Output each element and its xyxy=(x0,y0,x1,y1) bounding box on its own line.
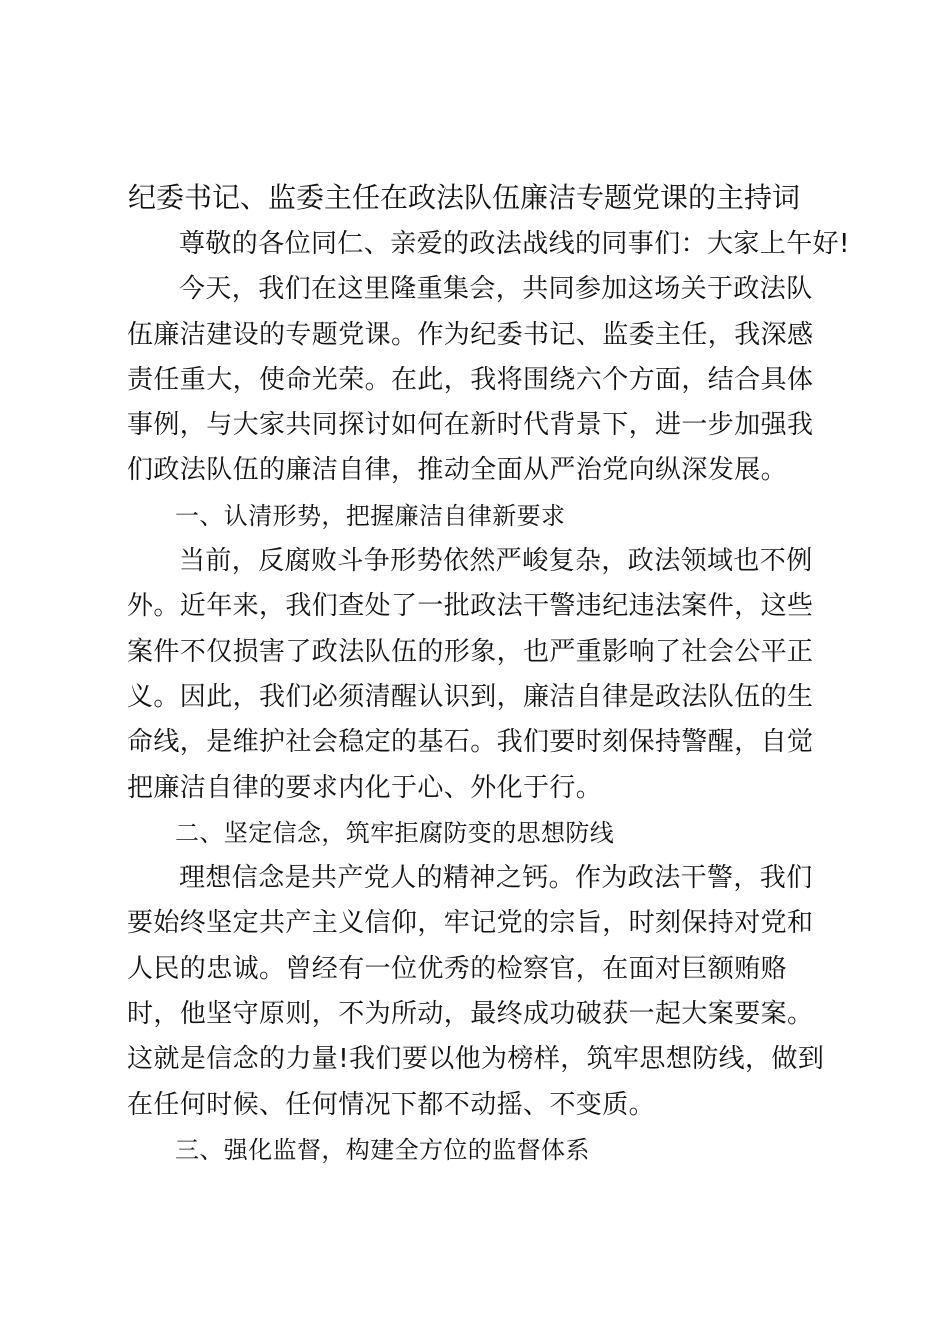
section-heading-3: 三、强化监督，构建全方位的监督体系 xyxy=(175,1135,590,1164)
intro-paragraph: 今天，我们在这里隆重集会，共同参加这场关于政法队伍廉洁建设的专题党课。作为纪委书记、监委主任，我深感责任重大，使命光荣。在此，我将围绕六个方面，结合具体事例，与大家共同探讨如何在新时代背景下，进一步加强我们政法队伍的廉洁自律，推动全面从严治党向纵深发展。 xyxy=(127,274,814,486)
document-body xyxy=(127,222,850,1173)
section-heading-2: 二、坚定信念，筑牢拒腐防变的思想防线 xyxy=(175,818,615,847)
section-paragraph-1: 当前，反腐败斗争形势依然严峻复杂，政法领域也不例外。近年来，我们查处了一批政法干警违纪违法案件，这些案件不仅损害了政法队伍的形象，也严重影响了社会公平正义。因此，我们必须清醒认识到，廉洁自律是政法队伍的生命线，是维护社会稳定的基石。我们要时刻保持警醒，自觉把廉洁自律的要求内化于心、外化于行。 xyxy=(127,546,814,803)
section-heading-1: 一、认清形势，把握廉洁自律新要求 xyxy=(175,501,566,530)
section-paragraph-2: 理想信念是共产党人的精神之钙。作为政法干警，我们要始终坚定共产主义信仰，牢记党的宗旨，时刻保持对党和人民的忠诚。曾经有一位优秀的检察官，在面对巨额贿赂时，他坚守原则，不为所动，最终成功破获一起大案要案。这就是信念的力量!我们要以他为榜样，筑牢思想防线，做到在任何时候、任何情况下都不动摇、不变质。 xyxy=(127,863,825,1120)
greeting-paragraph: 尊敬的各位同仁、亲爱的政法战线的同事们：大家上午好! xyxy=(179,229,850,259)
document-title: 纪委书记、监委主任在政法队伍廉洁专题党课的主持词 xyxy=(128,181,801,214)
